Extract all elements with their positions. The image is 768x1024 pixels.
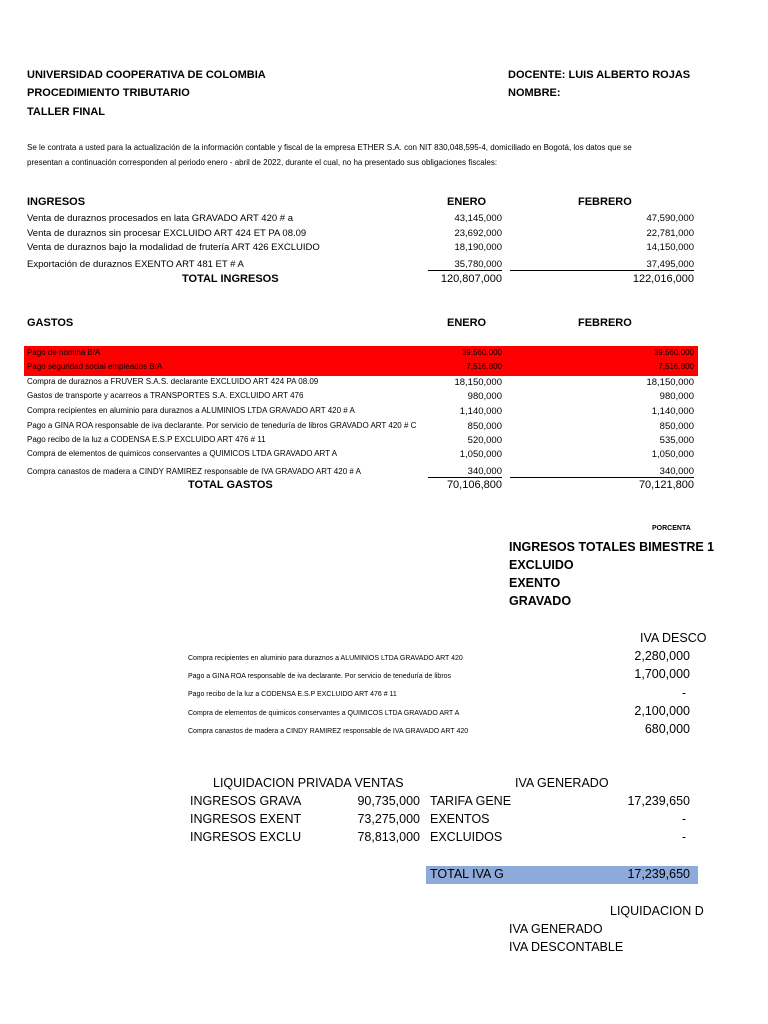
total-iva-value: 17,239,650: [627, 867, 690, 881]
liquidacion-final-iva-descontable: IVA DESCONTABLE: [509, 940, 624, 954]
ingresos-label: Venta de duraznos sin procesar EXCLUIDO ART 424 ET PA 08.09: [27, 228, 307, 239]
name-label: NOMBRE:: [508, 87, 561, 99]
gastos-label: Pago recibo de la luz a CODENSA E.S.P EXCLUIDO ART 476 # 11: [27, 435, 266, 444]
gastos-enero: 1,140,000: [459, 406, 502, 417]
gastos-enero: 39,560,000: [461, 348, 502, 357]
gastos-febrero: 980,000: [659, 391, 694, 402]
ingresos-label: Venta de duraznos bajo la modalidad de frutería ART 426 EXCLUIDO: [27, 242, 320, 253]
ingresos-label: Exportación de duraznos EXENTO ART 481 ET # A: [27, 259, 244, 270]
ingresos-febrero: 22,781,000: [646, 228, 694, 239]
liquidacion-value: 78,813,000: [357, 830, 420, 844]
gastos-label: Compra de elementos de quimicos conservantes a QUIMICOS LTDA GRAVADO ART A: [27, 449, 338, 458]
gastos-col-febrero: FEBRERO: [578, 317, 632, 329]
iva-desc-value: 680,000: [644, 722, 690, 736]
iva-desc-label: Compra recipientes en aluminio para duraznos a ALUMINIOS LTDA GRAVADO ART 420: [188, 655, 463, 662]
liquidacion-value2: -: [681, 830, 686, 844]
gastos-label: Pago de nomina B/A: [27, 348, 101, 357]
porcentaje-label: PORCENTA: [652, 525, 691, 532]
gastos-enero: 340,000: [428, 466, 502, 478]
gastos-enero: 18,150,000: [454, 377, 502, 388]
gastos-enero: 850,000: [467, 421, 502, 432]
gastos-label: Gastos de transporte y acarreos a TRANSPORTES S.A. EXCLUIDO ART 476: [27, 391, 304, 400]
liquidacion-value2: -: [681, 812, 686, 826]
iva-generado-title: IVA GENERADO: [515, 776, 609, 790]
iva-desc-label: Compra canastos de madera a CINDY RAMIREZ responsable de IVA GRAVADO ART 420: [188, 728, 469, 735]
iva-desc-value: 2,280,000: [634, 649, 690, 663]
ingresos-enero: 35,780,000: [428, 259, 502, 271]
total-gastos-enero: 70,106,800: [446, 479, 502, 491]
gastos-label: Pago seguridad social empleados B/A: [27, 362, 163, 371]
gastos-febrero: 1,140,000: [651, 406, 694, 417]
ingresos-febrero: 47,590,000: [646, 213, 694, 224]
gastos-febrero: 39,560,000: [653, 348, 694, 357]
gastos-enero: 1,050,000: [459, 449, 502, 460]
liquidacion-value: 90,735,000: [357, 794, 420, 808]
ingresos-label: Venta de duraznos procesados en lata GRAVADO ART 420 # a: [27, 213, 293, 224]
iva-desc-label: Pago a GINA ROA responsable de iva declarante. Por servicio de teneduría de libros: [188, 673, 452, 680]
ingresos-col-febrero: FEBRERO: [578, 196, 632, 208]
gastos-febrero: 535,000: [659, 435, 694, 446]
liquidacion-value2: 17,239,650: [627, 794, 690, 808]
ingresos-febrero: 37,495,000: [510, 259, 694, 271]
total-ingresos-febrero: 122,016,000: [632, 273, 694, 285]
gastos-enero: 520,000: [467, 435, 502, 446]
iva-descontable-title: IVA DESCO: [640, 631, 707, 645]
resumen-gravado: GRAVADO: [509, 594, 572, 608]
liquidacion-final-iva-generado: IVA GENERADO: [509, 922, 603, 936]
gastos-label: Compra recipientes en aluminio para duraznos a ALUMINIOS LTDA GRAVADO ART 420 # A: [27, 406, 355, 415]
liquidacion-value: 73,275,000: [357, 812, 420, 826]
gastos-col-enero: ENERO: [447, 317, 487, 329]
resumen-excluido: EXCLUIDO: [509, 558, 574, 572]
liquidacion-label: INGRESOS EXCLU: [190, 830, 302, 844]
liquidacion-final-title: LIQUIDACION D: [610, 904, 704, 918]
gastos-febrero: 18,150,000: [646, 377, 694, 388]
total-gastos-label: TOTAL GASTOS: [188, 479, 273, 491]
gastos-febrero: 340,000: [510, 466, 694, 478]
gastos-febrero: 7,516,800: [658, 362, 694, 371]
iva-desc-value: -: [681, 686, 686, 700]
workshop-title: TALLER FINAL: [27, 106, 106, 118]
liquidacion-label2: EXCLUIDOS: [430, 830, 503, 844]
ingresos-title: INGRESOS: [27, 196, 86, 208]
liquidacion-label: INGRESOS EXENT: [190, 812, 302, 826]
total-ingresos-enero: 120,807,000: [440, 273, 502, 285]
gastos-enero: 7,516,800: [466, 362, 502, 371]
gastos-title: GASTOS: [27, 317, 74, 329]
ingresos-febrero: 14,150,000: [646, 242, 694, 253]
total-gastos-febrero: 70,121,800: [638, 479, 694, 491]
gastos-label: Pago a GINA ROA responsable de iva declarante. Por servicio de teneduría de libros GRAVADO ART 420 # C: [27, 421, 417, 430]
liquidacion-ventas-title: LIQUIDACION PRIVADA VENTAS: [213, 776, 404, 790]
ingresos-col-enero: ENERO: [447, 196, 487, 208]
gastos-febrero: 1,050,000: [651, 449, 694, 460]
gastos-label: Compra de duraznos a FRUVER S.A.S. declarante EXCLUIDO ART 424 PA 08.09: [27, 377, 319, 386]
ingresos-enero: 18,190,000: [454, 242, 502, 253]
ingresos-enero: 43,145,000: [454, 213, 502, 224]
gastos-enero: 980,000: [467, 391, 502, 402]
liquidacion-label: INGRESOS GRAVA: [190, 794, 302, 808]
gastos-febrero: 850,000: [659, 421, 694, 432]
resumen-title: INGRESOS TOTALES BIMESTRE 1: [509, 540, 715, 554]
iva-desc-value: 1,700,000: [634, 667, 690, 681]
resumen-exento: EXENTO: [509, 576, 561, 590]
teacher-label: DOCENTE: LUIS ALBERTO ROJAS: [508, 69, 691, 81]
university-title: UNIVERSIDAD COOPERATIVA DE COLOMBIA: [27, 69, 266, 81]
liquidacion-label2: EXENTOS: [430, 812, 490, 826]
total-iva-label: TOTAL IVA G: [430, 867, 504, 881]
liquidacion-label2: TARIFA GENE: [430, 794, 512, 808]
gastos-label: Compra canastos de madera a CINDY RAMIREZ responsable de IVA GRAVADO ART 420 # A: [27, 467, 361, 476]
course-title: PROCEDIMIENTO TRIBUTARIO: [27, 87, 190, 99]
total-ingresos-label: TOTAL INGRESOS: [182, 273, 279, 285]
iva-desc-label: Pago recibo de la luz a CODENSA E.S.P EXCLUIDO ART 476 # 11: [188, 691, 397, 698]
iva-desc-value: 2,100,000: [634, 704, 690, 718]
iva-desc-label: Compra de elementos de quimicos conservantes a QUIMICOS LTDA GRAVADO ART A: [188, 710, 460, 717]
intro-paragraph: Se le contrata a usted para la actualización de la información contable y fiscal de la empresa ETHER S.A. con NIT 830,048,595-4, domiciliado en Bogotá, los datos que se presentan a continuación corresponden al periodo enero - abril de 2022, durante el cual, no ha presentado sus obligaciones fiscales:: [27, 143, 632, 167]
ingresos-enero: 23,692,000: [454, 228, 502, 239]
